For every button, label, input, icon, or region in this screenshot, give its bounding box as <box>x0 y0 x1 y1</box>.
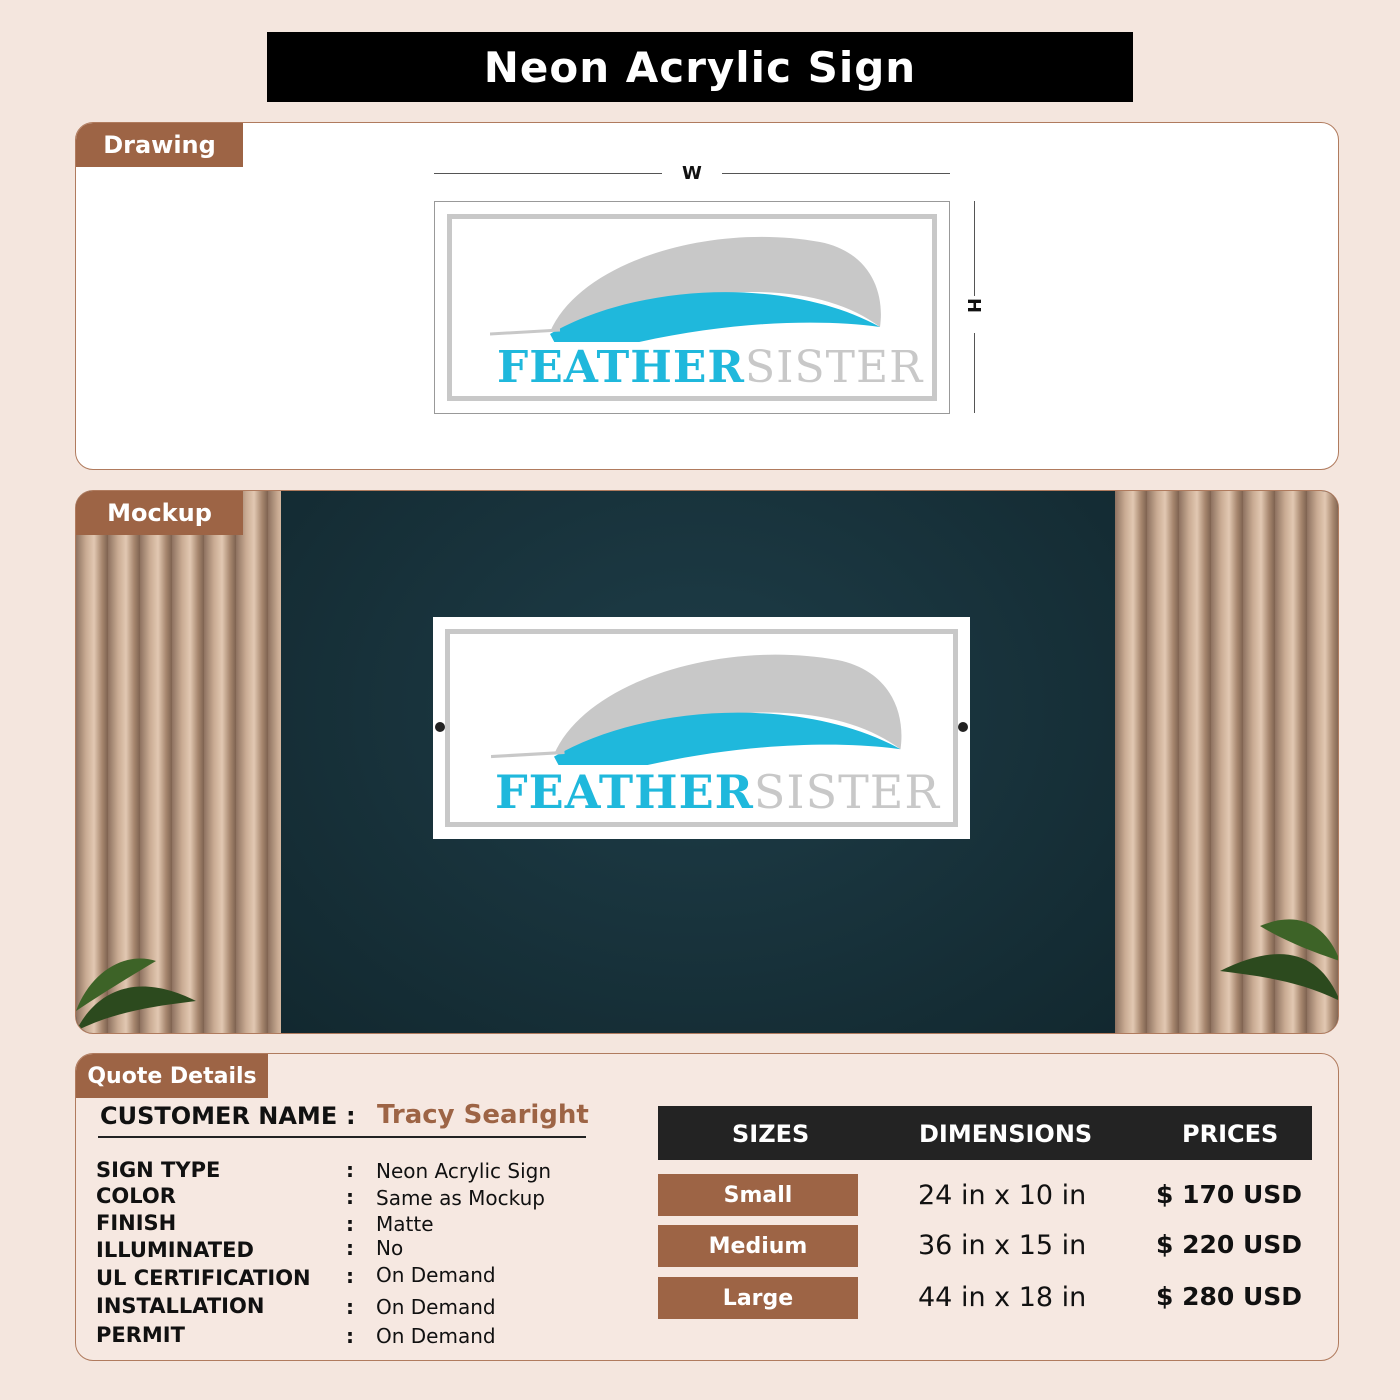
width-dimension-line-left <box>434 173 662 174</box>
drawing-tag: Drawing <box>76 123 243 167</box>
size-small-button[interactable]: Small <box>658 1174 858 1216</box>
dimension-value: 36 in x 15 in <box>918 1230 1087 1261</box>
spec-value: On Demand <box>376 1295 496 1319</box>
width-dimension-line-right <box>722 173 950 174</box>
dimensions-header: DIMENSIONS <box>919 1120 1093 1148</box>
spec-label: INSTALLATION <box>96 1294 265 1318</box>
width-label: W <box>682 163 702 184</box>
sign-mockup <box>433 617 970 839</box>
plant-left-icon <box>76 911 196 1031</box>
height-dimension-line-top <box>974 201 975 296</box>
dimension-value: 44 in x 18 in <box>918 1282 1087 1313</box>
prices-header: PRICES <box>1182 1120 1279 1148</box>
spec-value: Same as Mockup <box>376 1186 545 1210</box>
quote-panel: Quote Details CUSTOMER NAME : Tracy Searight SIGN TYPE : Neon Acrylic Sign COLOR : Same as Mockup FINISH : Matte ILLUMINATED : No UL CERTIFICATION : On Demand INSTALLATION : On Demand PERMIT : On Demand SIZES DIMENSIONS PRICES Small 24 in x 10 in $ 170 USD Medium 36 in x 15 in $ 220 USD Large 44 in x 18 in $ 280 USD <box>75 1053 1339 1361</box>
spec-label: ILLUMINATED <box>96 1238 254 1262</box>
price-value: $ 220 USD <box>1156 1230 1303 1259</box>
quote-tag: Quote Details <box>76 1054 268 1098</box>
mockup-panel <box>75 490 1339 1034</box>
spec-label: UL CERTIFICATION <box>96 1266 311 1290</box>
spec-value: On Demand <box>376 1263 496 1287</box>
price-value: $ 170 USD <box>1156 1180 1303 1209</box>
feather-icon <box>491 639 911 765</box>
plant-right-icon <box>1220 881 1339 1001</box>
size-large-button[interactable]: Large <box>658 1277 858 1319</box>
height-dimension-line-bottom <box>974 333 975 413</box>
spec-value: On Demand <box>376 1324 496 1348</box>
page-title: Neon Acrylic Sign <box>267 32 1133 102</box>
feather-icon <box>490 222 890 342</box>
spec-value: Matte <box>376 1212 434 1236</box>
mockup-tag: Mockup <box>76 491 243 535</box>
customer-underline <box>98 1136 586 1138</box>
spec-value: Neon Acrylic Sign <box>376 1159 552 1183</box>
sign-drawing <box>434 201 950 414</box>
size-medium-button[interactable]: Medium <box>658 1225 858 1267</box>
sign-wordmark: FEATHERSISTER <box>495 765 940 819</box>
sizes-header: SIZES <box>732 1120 810 1148</box>
spec-label: PERMIT <box>96 1323 185 1347</box>
customer-name-label: CUSTOMER NAME <box>100 1102 338 1130</box>
height-label: H <box>963 297 985 314</box>
spec-label: FINISH <box>96 1211 177 1235</box>
drawing-panel <box>75 122 1339 470</box>
spec-label: COLOR <box>96 1184 176 1208</box>
sign-wordmark: FEATHERSISTER <box>497 342 924 393</box>
price-table-header <box>658 1106 1312 1160</box>
spec-value: No <box>376 1236 404 1260</box>
price-value: $ 280 USD <box>1156 1282 1303 1311</box>
spec-label: SIGN TYPE <box>96 1158 221 1182</box>
dimension-value: 24 in x 10 in <box>918 1180 1087 1211</box>
customer-name-value: Tracy Searight <box>377 1100 589 1130</box>
